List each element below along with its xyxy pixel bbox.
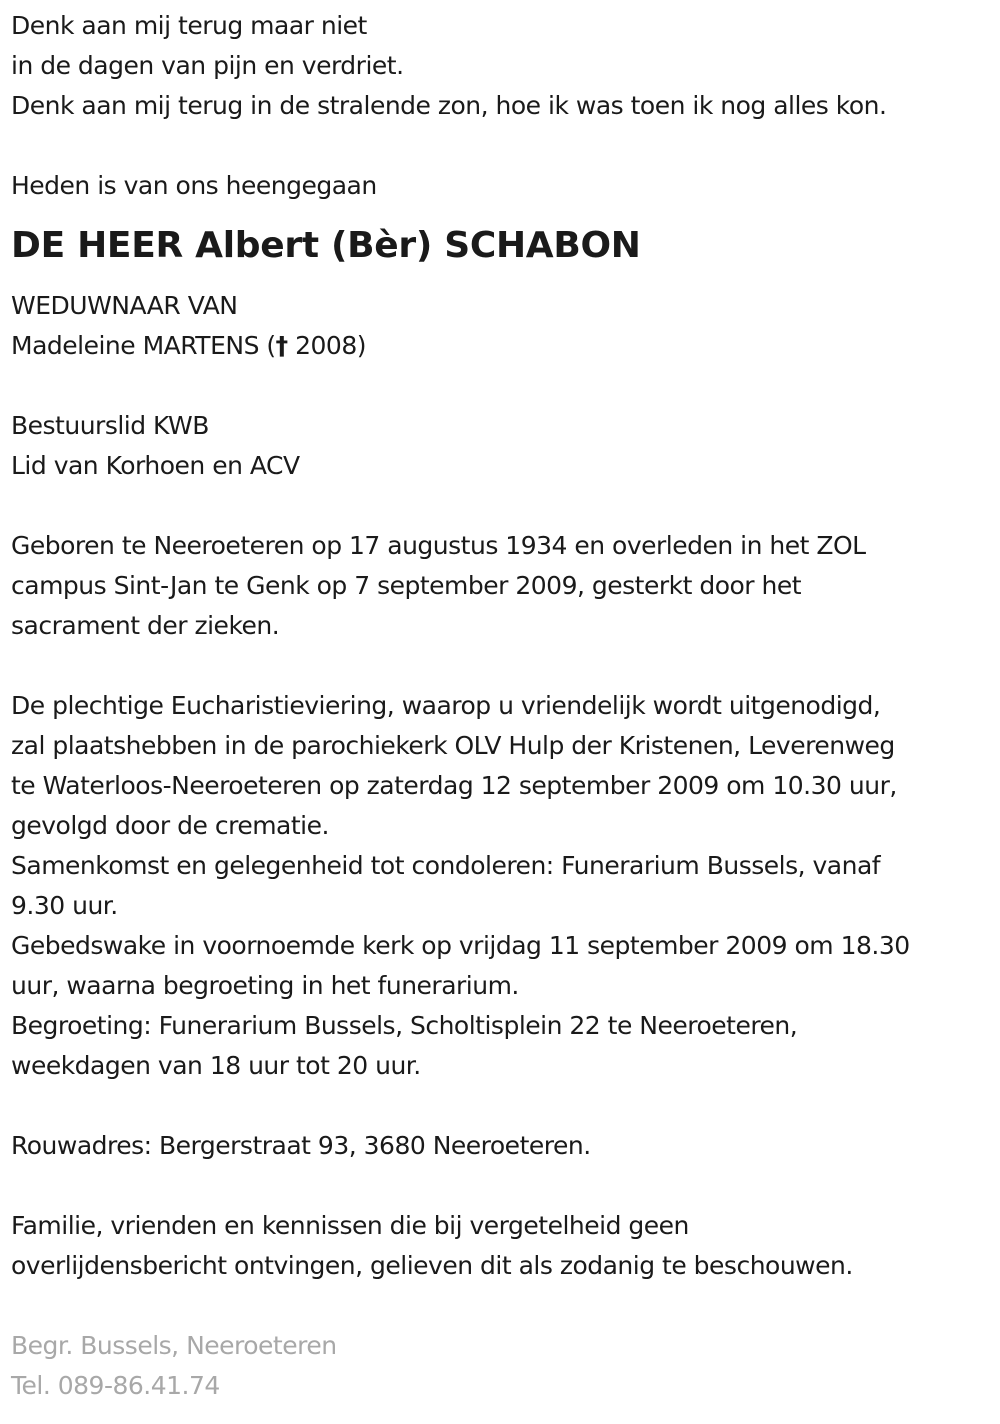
membership-line: Lid van Korhoen en ACV — [11, 451, 300, 480]
spouse-name: Madeleine MARTENS ( — [11, 331, 276, 360]
funeral-home-phone: Tel. 089-86.41.74 — [11, 1371, 220, 1400]
relation-text: WEDUWNAAR VAN — [11, 291, 238, 320]
spacer — [11, 366, 996, 406]
birth-death-paragraph — [11, 526, 996, 646]
spacer — [11, 486, 996, 526]
spouse-line — [11, 326, 996, 366]
paragraph-line: Gebedswake in voornoemde kerk op vrijdag 11 september 2009 om 18.30 — [11, 931, 910, 960]
poem — [11, 6, 996, 126]
ceremony-paragraph — [11, 686, 996, 1086]
paragraph-line: sacrament der zieken. — [11, 611, 280, 640]
paragraph-line: uur, waarna begroeting in het funerarium. — [11, 971, 519, 1000]
poem-line: Denk aan mij terug in de stralende zon, hoe ik was toen ik nog alles kon. — [11, 91, 887, 120]
paragraph-line: gevolgd door de crematie. — [11, 811, 329, 840]
mourning-address: Rouwadres: Bergerstraat 93, 3680 Neeroeteren. — [11, 1131, 591, 1160]
poem-line: in de dagen van pijn en verdriet. — [11, 51, 404, 80]
closing-paragraph — [11, 1206, 996, 1286]
spacer — [11, 1166, 996, 1206]
cross-icon: † — [275, 331, 288, 360]
intro-text: Heden is van ons heengegaan — [11, 171, 377, 200]
paragraph-line: zal plaatshebben in de parochiekerk OLV Hulp der Kristenen, Leverenweg — [11, 731, 895, 760]
paragraph-line: Samenkomst en gelegenheid tot condoleren: Funerarium Bussels, vanaf — [11, 851, 881, 880]
spacer — [11, 1286, 996, 1326]
paragraph-line: overlijdensbericht ontvingen, gelieven dit als zodanig te beschouwen. — [11, 1251, 853, 1280]
paragraph-line: De plechtige Eucharistieviering, waarop u vriendelijk wordt uitgenodigd, — [11, 691, 881, 720]
paragraph-line: te Waterloos-Neeroeteren op zaterdag 12 september 2009 om 10.30 uur, — [11, 771, 897, 800]
deceased-name: DE HEER Albert (Bèr) SCHABON — [11, 225, 641, 266]
funeral-home-footer — [11, 1326, 996, 1406]
membership-line: Bestuurslid KWB — [11, 411, 209, 440]
spouse-year: 2008) — [287, 331, 366, 360]
death-notice — [11, 6, 996, 1406]
memberships — [11, 406, 996, 486]
funeral-home-name: Begr. Bussels, Neeroeteren — [11, 1331, 337, 1360]
paragraph-line: Begroeting: Funerarium Bussels, Scholtisplein 22 te Neeroeteren, — [11, 1011, 798, 1040]
spacer — [11, 1086, 996, 1126]
spacer — [11, 646, 996, 686]
paragraph-line: campus Sint-Jan te Genk op 7 september 2009, gesterkt door het — [11, 571, 802, 600]
paragraph-line: Familie, vrienden en kennissen die bij vergetelheid geen — [11, 1211, 689, 1240]
paragraph-line: 9.30 uur. — [11, 891, 118, 920]
spacer — [11, 126, 996, 166]
paragraph-line: Geboren te Neeroeteren op 17 augustus 1934 en overleden in het ZOL — [11, 531, 866, 560]
paragraph-line: weekdagen van 18 uur tot 20 uur. — [11, 1051, 421, 1080]
poem-line: Denk aan mij terug maar niet — [11, 11, 367, 40]
